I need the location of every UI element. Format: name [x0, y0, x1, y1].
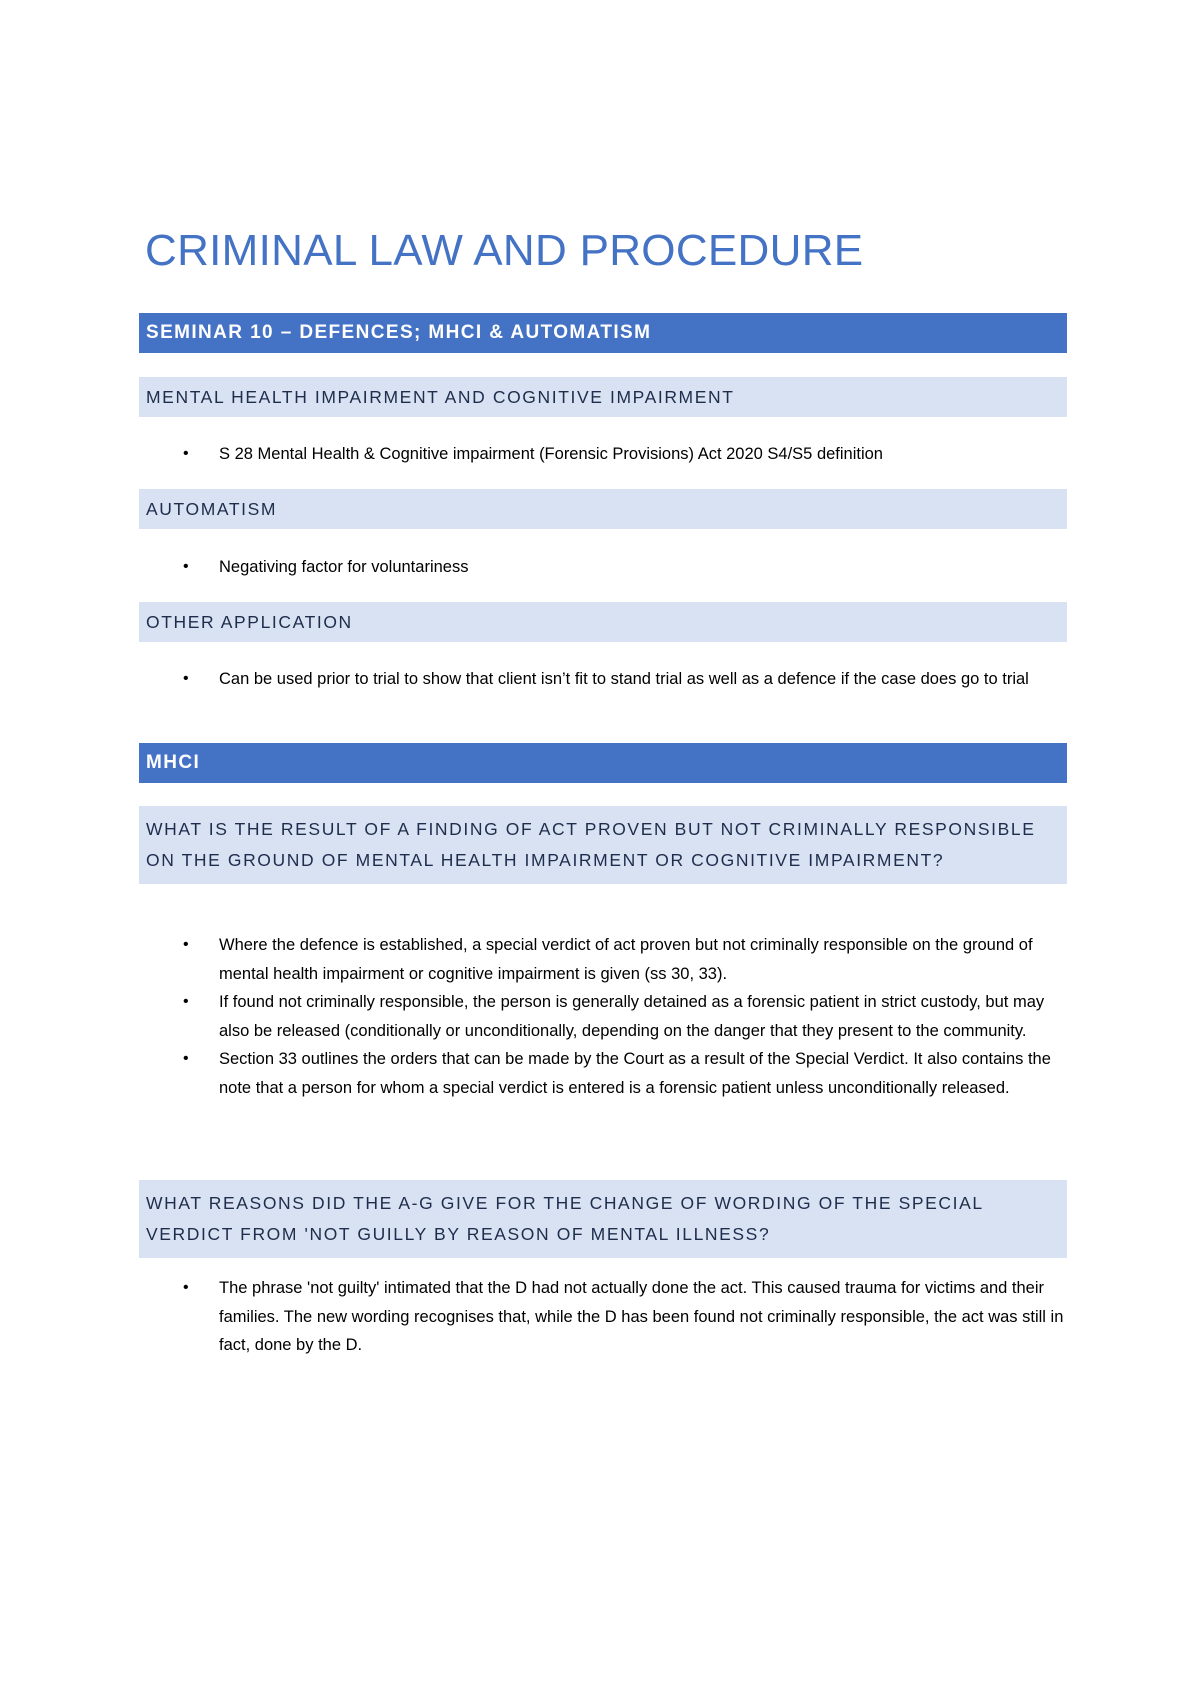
list-item [139, 665, 1067, 694]
bullet-list-result-of-finding [139, 931, 1067, 1102]
bullet-list-automatism [139, 553, 1067, 582]
list-item [139, 1045, 1067, 1102]
list-item-text: Negativing factor for voluntariness [219, 558, 469, 576]
list-item-text: S 28 Mental Health & Cognitive impairment (Forensic Provisions) Act 2020 S4/S5 definition [219, 445, 883, 463]
section-heading-mental-health: MENTAL HEALTH IMPAIRMENT AND COGNITIVE IMPAIRMENT [139, 377, 1067, 417]
list-item [139, 931, 1067, 988]
bullet-list-other-application [139, 665, 1067, 694]
bullet-icon: • [183, 558, 189, 575]
bullet-icon: • [183, 670, 189, 687]
bullet-icon: • [183, 936, 189, 953]
bullet-icon: • [183, 1050, 189, 1067]
bullet-list-ag-reasons [139, 1274, 1067, 1360]
bullet-list-mental-health [139, 440, 1067, 469]
section-heading-result-of-finding: WHAT IS THE RESULT OF A FINDING OF ACT PROVEN BUT NOT CRIMINALLY RESPONSIBLE ON THE GROUND OF MENTAL HEALTH IMPAIRMENT OR COGNITIVE IMPAIRMENT? [139, 806, 1067, 884]
list-item-text: The phrase 'not guilty' intimated that the D had not actually done the act. This caused trauma for victims and their families. The new wording recognises that, while the D has been found not criminally responsible, the act was still in fact, done by the D. [219, 1279, 1064, 1354]
bullet-icon: • [183, 445, 189, 462]
seminar-heading: SEMINAR 10 – DEFENCES; MHCI & AUTOMATISM [139, 313, 1067, 353]
list-item [139, 553, 1067, 582]
list-item [139, 988, 1067, 1045]
list-item-text: If found not criminally responsible, the person is generally detained as a forensic patient in strict custody, but may also be released (conditionally or unconditionally, depending on the danger that they present to the community. [219, 993, 1045, 1040]
section-heading-ag-reasons: WHAT REASONS DID THE A-G GIVE FOR THE CHANGE OF WORDING OF THE SPECIAL VERDICT FROM 'NOT GUILLY BY REASON OF MENTAL ILLNESS? [139, 1180, 1067, 1258]
list-item [139, 1274, 1067, 1360]
list-item-text: Where the defence is established, a special verdict of act proven but not criminally responsible on the ground of mental health impairment or cognitive impairment is given (ss 30, 33). [219, 936, 1033, 983]
list-item-text: Section 33 outlines the orders that can be made by the Court as a result of the Special Verdict. It also contains the note that a person for whom a special verdict is entered is a forensic patient unless unconditionally released. [219, 1050, 1051, 1097]
section-heading-other-application: OTHER APPLICATION [139, 602, 1067, 642]
bullet-icon: • [183, 993, 189, 1010]
list-item-text: Can be used prior to trial to show that client isn’t fit to stand trial as well as a defence if the case does go to trial [219, 670, 1029, 688]
section-heading-automatism: AUTOMATISM [139, 489, 1067, 529]
bullet-icon: • [183, 1279, 189, 1296]
list-item [139, 440, 1067, 469]
mhci-heading: MHCI [139, 743, 1067, 783]
document-title: CRIMINAL LAW AND PROCEDURE [145, 226, 864, 275]
